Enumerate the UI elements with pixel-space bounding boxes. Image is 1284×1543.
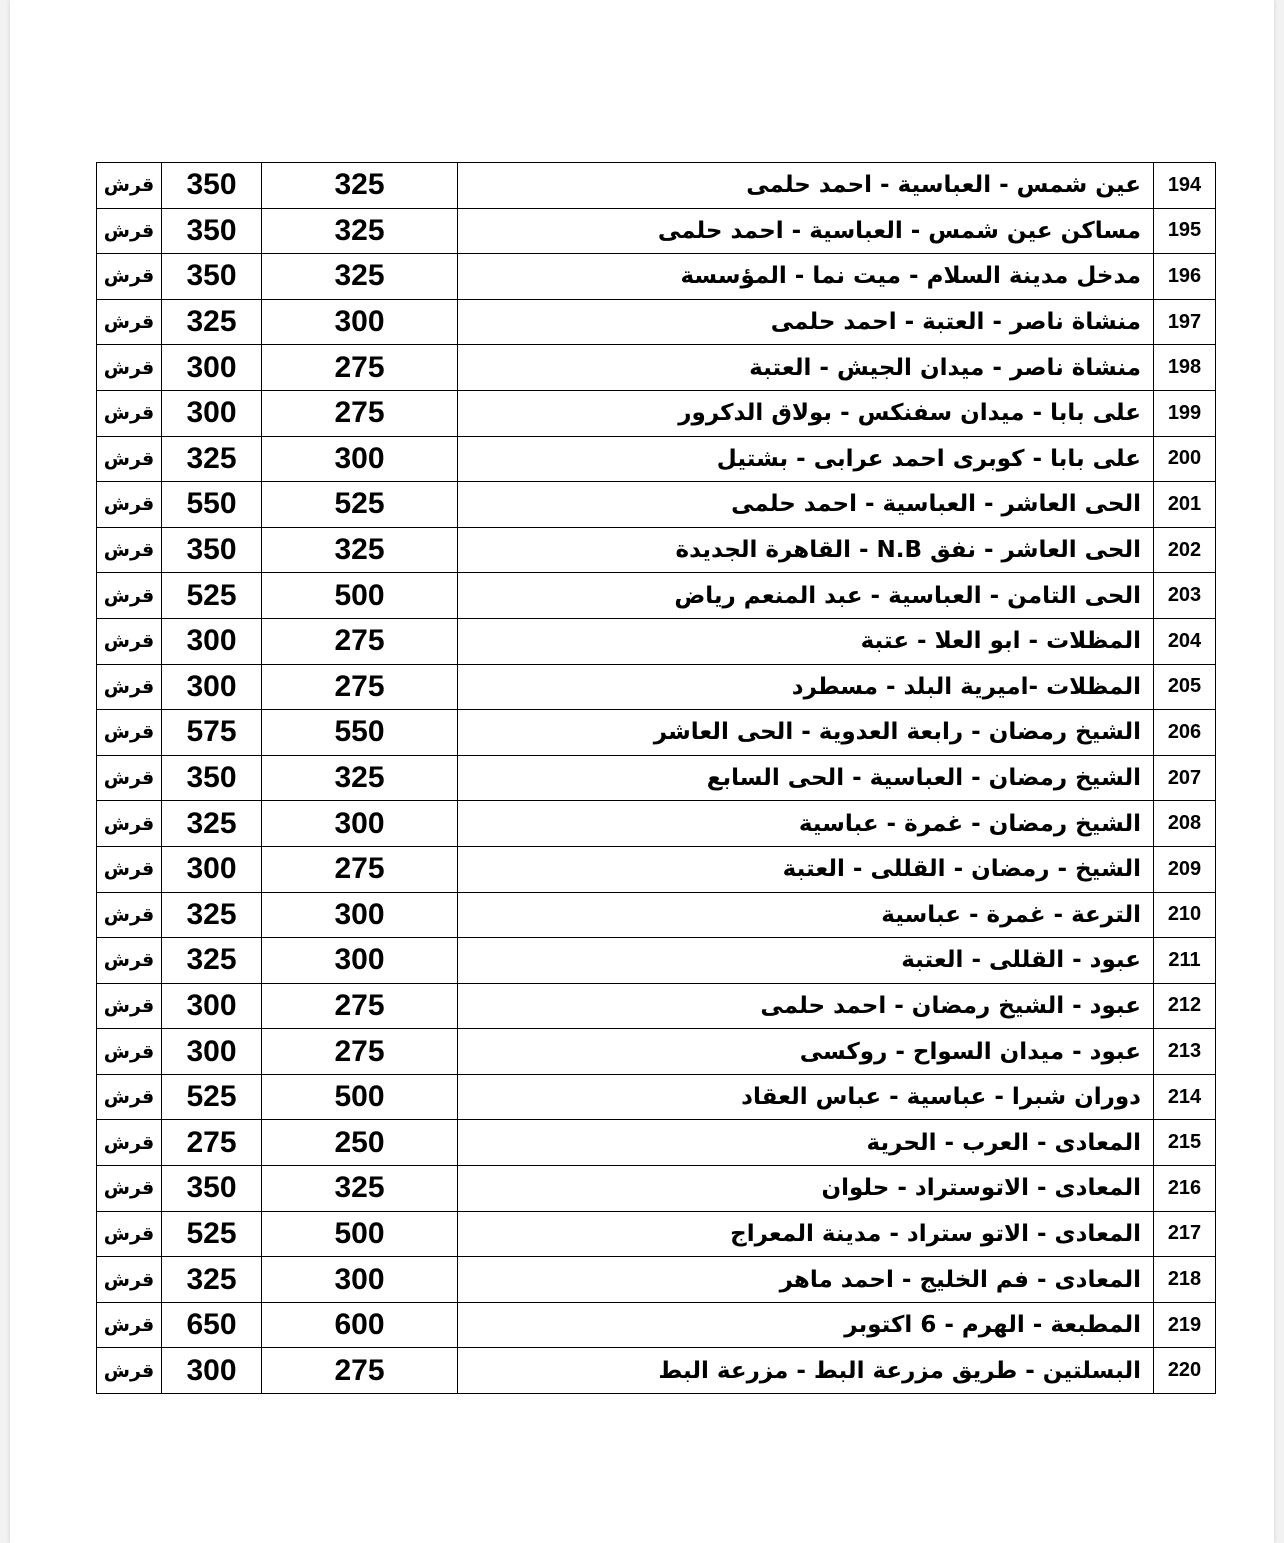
new-fare-cell: 650 (162, 1302, 262, 1348)
currency-unit-cell: قرش (97, 1211, 162, 1257)
route-cell: عبود - ميدان السواح - روكسى (458, 1029, 1154, 1075)
route-cell: المظلات -اميرية البلد - مسطرد (458, 664, 1154, 710)
route-cell: الشيخ - رمضان - القللى - العتبة (458, 846, 1154, 892)
currency-unit-cell: قرش (97, 892, 162, 938)
line-number-cell: 199 (1154, 390, 1216, 436)
route-cell: منشاة ناصر - ميدان الجيش - العتبة (458, 345, 1154, 391)
route-cell: مدخل مدينة السلام - ميت نما - المؤسسة (458, 254, 1154, 300)
old-fare-cell: 500 (262, 573, 458, 619)
route-cell: المظلات - ابو العلا - عتبة (458, 618, 1154, 664)
old-fare-cell: 300 (262, 299, 458, 345)
route-cell: المعادى - فم الخليج - احمد ماهر (458, 1257, 1154, 1303)
currency-unit-cell: قرش (97, 846, 162, 892)
line-number-cell: 218 (1154, 1257, 1216, 1303)
table-row (97, 390, 1216, 436)
currency-unit-cell: قرش (97, 1166, 162, 1212)
currency-unit-cell: قرش (97, 618, 162, 664)
table-row (97, 846, 1216, 892)
route-cell: الحى العاشر - نفق N.B - القاهرة الجديدة (458, 527, 1154, 573)
old-fare-cell: 275 (262, 983, 458, 1029)
line-number-cell: 203 (1154, 573, 1216, 619)
line-number-cell: 208 (1154, 801, 1216, 847)
route-cell: الحى العاشر - العباسية - احمد حلمى (458, 482, 1154, 528)
new-fare-cell: 300 (162, 846, 262, 892)
currency-unit-cell: قرش (97, 664, 162, 710)
table-row (97, 482, 1216, 528)
table-row (97, 1166, 1216, 1212)
table-row (97, 163, 1216, 209)
currency-unit-cell: قرش (97, 983, 162, 1029)
old-fare-cell: 550 (262, 710, 458, 756)
line-number-cell: 202 (1154, 527, 1216, 573)
document-page (10, 0, 1274, 1543)
line-number-cell: 205 (1154, 664, 1216, 710)
table-row (97, 1029, 1216, 1075)
new-fare-cell: 525 (162, 1211, 262, 1257)
old-fare-cell: 275 (262, 1029, 458, 1075)
route-cell: الشيخ رمضان - رابعة العدوية - الحى العاشر (458, 710, 1154, 756)
line-number-cell: 220 (1154, 1348, 1216, 1394)
line-number-cell: 211 (1154, 938, 1216, 984)
old-fare-cell: 325 (262, 755, 458, 801)
table-row (97, 1257, 1216, 1303)
table-row (97, 1302, 1216, 1348)
route-cell: على بابا - كوبرى احمد عرابى - بشتيل (458, 436, 1154, 482)
new-fare-cell: 300 (162, 1029, 262, 1075)
route-cell: المعادى - العرب - الحرية (458, 1120, 1154, 1166)
new-fare-cell: 575 (162, 710, 262, 756)
line-number-cell: 197 (1154, 299, 1216, 345)
new-fare-cell: 350 (162, 527, 262, 573)
line-number-cell: 219 (1154, 1302, 1216, 1348)
route-cell: الترعة - غمرة - عباسية (458, 892, 1154, 938)
new-fare-cell: 300 (162, 1348, 262, 1394)
currency-unit-cell: قرش (97, 755, 162, 801)
table-row (97, 664, 1216, 710)
fares-table-body (97, 163, 1216, 1394)
old-fare-cell: 600 (262, 1302, 458, 1348)
route-cell: مساكن عين شمس - العباسية - احمد حلمى (458, 208, 1154, 254)
old-fare-cell: 325 (262, 1166, 458, 1212)
new-fare-cell: 350 (162, 1166, 262, 1212)
old-fare-cell: 275 (262, 618, 458, 664)
table-row (97, 801, 1216, 847)
new-fare-cell: 300 (162, 618, 262, 664)
old-fare-cell: 275 (262, 664, 458, 710)
table-row (97, 1211, 1216, 1257)
table-row (97, 1120, 1216, 1166)
old-fare-cell: 325 (262, 208, 458, 254)
currency-unit-cell: قرش (97, 436, 162, 482)
table-row (97, 938, 1216, 984)
old-fare-cell: 300 (262, 1257, 458, 1303)
currency-unit-cell: قرش (97, 801, 162, 847)
route-cell: الحى التامن - العباسية - عبد المنعم رياض (458, 573, 1154, 619)
currency-unit-cell: قرش (97, 1257, 162, 1303)
route-cell: منشاة ناصر - العتبة - احمد حلمى (458, 299, 1154, 345)
old-fare-cell: 250 (262, 1120, 458, 1166)
old-fare-cell: 300 (262, 436, 458, 482)
line-number-cell: 204 (1154, 618, 1216, 664)
route-cell: المعادى - الاتو ستراد - مدينة المعراج (458, 1211, 1154, 1257)
new-fare-cell: 350 (162, 163, 262, 209)
old-fare-cell: 300 (262, 938, 458, 984)
new-fare-cell: 325 (162, 801, 262, 847)
line-number-cell: 195 (1154, 208, 1216, 254)
currency-unit-cell: قرش (97, 527, 162, 573)
line-number-cell: 213 (1154, 1029, 1216, 1075)
new-fare-cell: 350 (162, 208, 262, 254)
route-cell: البسلتين - طريق مزرعة البط - مزرعة البط (458, 1348, 1154, 1394)
route-cell: الشيخ رمضان - العباسية - الحى السابع (458, 755, 1154, 801)
line-number-cell: 198 (1154, 345, 1216, 391)
route-cell: عين شمس - العباسية - احمد حلمى (458, 163, 1154, 209)
old-fare-cell: 325 (262, 527, 458, 573)
currency-unit-cell: قرش (97, 345, 162, 391)
currency-unit-cell: قرش (97, 938, 162, 984)
line-number-cell: 201 (1154, 482, 1216, 528)
table-row (97, 618, 1216, 664)
table-row (97, 710, 1216, 756)
currency-unit-cell: قرش (97, 254, 162, 300)
old-fare-cell: 525 (262, 482, 458, 528)
line-number-cell: 210 (1154, 892, 1216, 938)
new-fare-cell: 525 (162, 1074, 262, 1120)
table-row (97, 527, 1216, 573)
new-fare-cell: 550 (162, 482, 262, 528)
old-fare-cell: 275 (262, 390, 458, 436)
line-number-cell: 194 (1154, 163, 1216, 209)
line-number-cell: 216 (1154, 1166, 1216, 1212)
old-fare-cell: 325 (262, 254, 458, 300)
table-row (97, 573, 1216, 619)
new-fare-cell: 350 (162, 755, 262, 801)
line-number-cell: 212 (1154, 983, 1216, 1029)
line-number-cell: 207 (1154, 755, 1216, 801)
currency-unit-cell: قرش (97, 208, 162, 254)
table-row (97, 755, 1216, 801)
new-fare-cell: 525 (162, 573, 262, 619)
new-fare-cell: 325 (162, 436, 262, 482)
new-fare-cell: 300 (162, 390, 262, 436)
currency-unit-cell: قرش (97, 299, 162, 345)
new-fare-cell: 275 (162, 1120, 262, 1166)
table-row (97, 299, 1216, 345)
currency-unit-cell: قرش (97, 1348, 162, 1394)
currency-unit-cell: قرش (97, 573, 162, 619)
old-fare-cell: 500 (262, 1074, 458, 1120)
route-cell: الشيخ رمضان - غمرة - عباسية (458, 801, 1154, 847)
currency-unit-cell: قرش (97, 1120, 162, 1166)
line-number-cell: 206 (1154, 710, 1216, 756)
line-number-cell: 214 (1154, 1074, 1216, 1120)
currency-unit-cell: قرش (97, 710, 162, 756)
new-fare-cell: 325 (162, 938, 262, 984)
line-number-cell: 217 (1154, 1211, 1216, 1257)
old-fare-cell: 300 (262, 892, 458, 938)
new-fare-cell: 300 (162, 664, 262, 710)
line-number-cell: 196 (1154, 254, 1216, 300)
route-cell: عبود - القللى - العتبة (458, 938, 1154, 984)
new-fare-cell: 300 (162, 983, 262, 1029)
table-row (97, 208, 1216, 254)
new-fare-cell: 325 (162, 299, 262, 345)
route-cell: المطبعة - الهرم - 6 اكتوبر (458, 1302, 1154, 1348)
currency-unit-cell: قرش (97, 390, 162, 436)
currency-unit-cell: قرش (97, 1074, 162, 1120)
currency-unit-cell: قرش (97, 163, 162, 209)
currency-unit-cell: قرش (97, 1029, 162, 1075)
table-row (97, 892, 1216, 938)
table-row (97, 1074, 1216, 1120)
currency-unit-cell: قرش (97, 1302, 162, 1348)
fares-table (96, 162, 1216, 1394)
line-number-cell: 200 (1154, 436, 1216, 482)
route-cell: على بابا - ميدان سفنكس - بولاق الدكرور (458, 390, 1154, 436)
new-fare-cell: 325 (162, 892, 262, 938)
table-row (97, 254, 1216, 300)
route-cell: دوران شبرا - عباسية - عباس العقاد (458, 1074, 1154, 1120)
old-fare-cell: 275 (262, 1348, 458, 1394)
line-number-cell: 209 (1154, 846, 1216, 892)
old-fare-cell: 275 (262, 846, 458, 892)
line-number-cell: 215 (1154, 1120, 1216, 1166)
old-fare-cell: 300 (262, 801, 458, 847)
old-fare-cell: 325 (262, 163, 458, 209)
route-cell: عبود - الشيخ رمضان - احمد حلمى (458, 983, 1154, 1029)
table-row (97, 436, 1216, 482)
route-cell: المعادى - الاتوستراد - حلوان (458, 1166, 1154, 1212)
table-row (97, 345, 1216, 391)
currency-unit-cell: قرش (97, 482, 162, 528)
old-fare-cell: 500 (262, 1211, 458, 1257)
table-row (97, 983, 1216, 1029)
new-fare-cell: 350 (162, 254, 262, 300)
new-fare-cell: 300 (162, 345, 262, 391)
old-fare-cell: 275 (262, 345, 458, 391)
new-fare-cell: 325 (162, 1257, 262, 1303)
table-row (97, 1348, 1216, 1394)
